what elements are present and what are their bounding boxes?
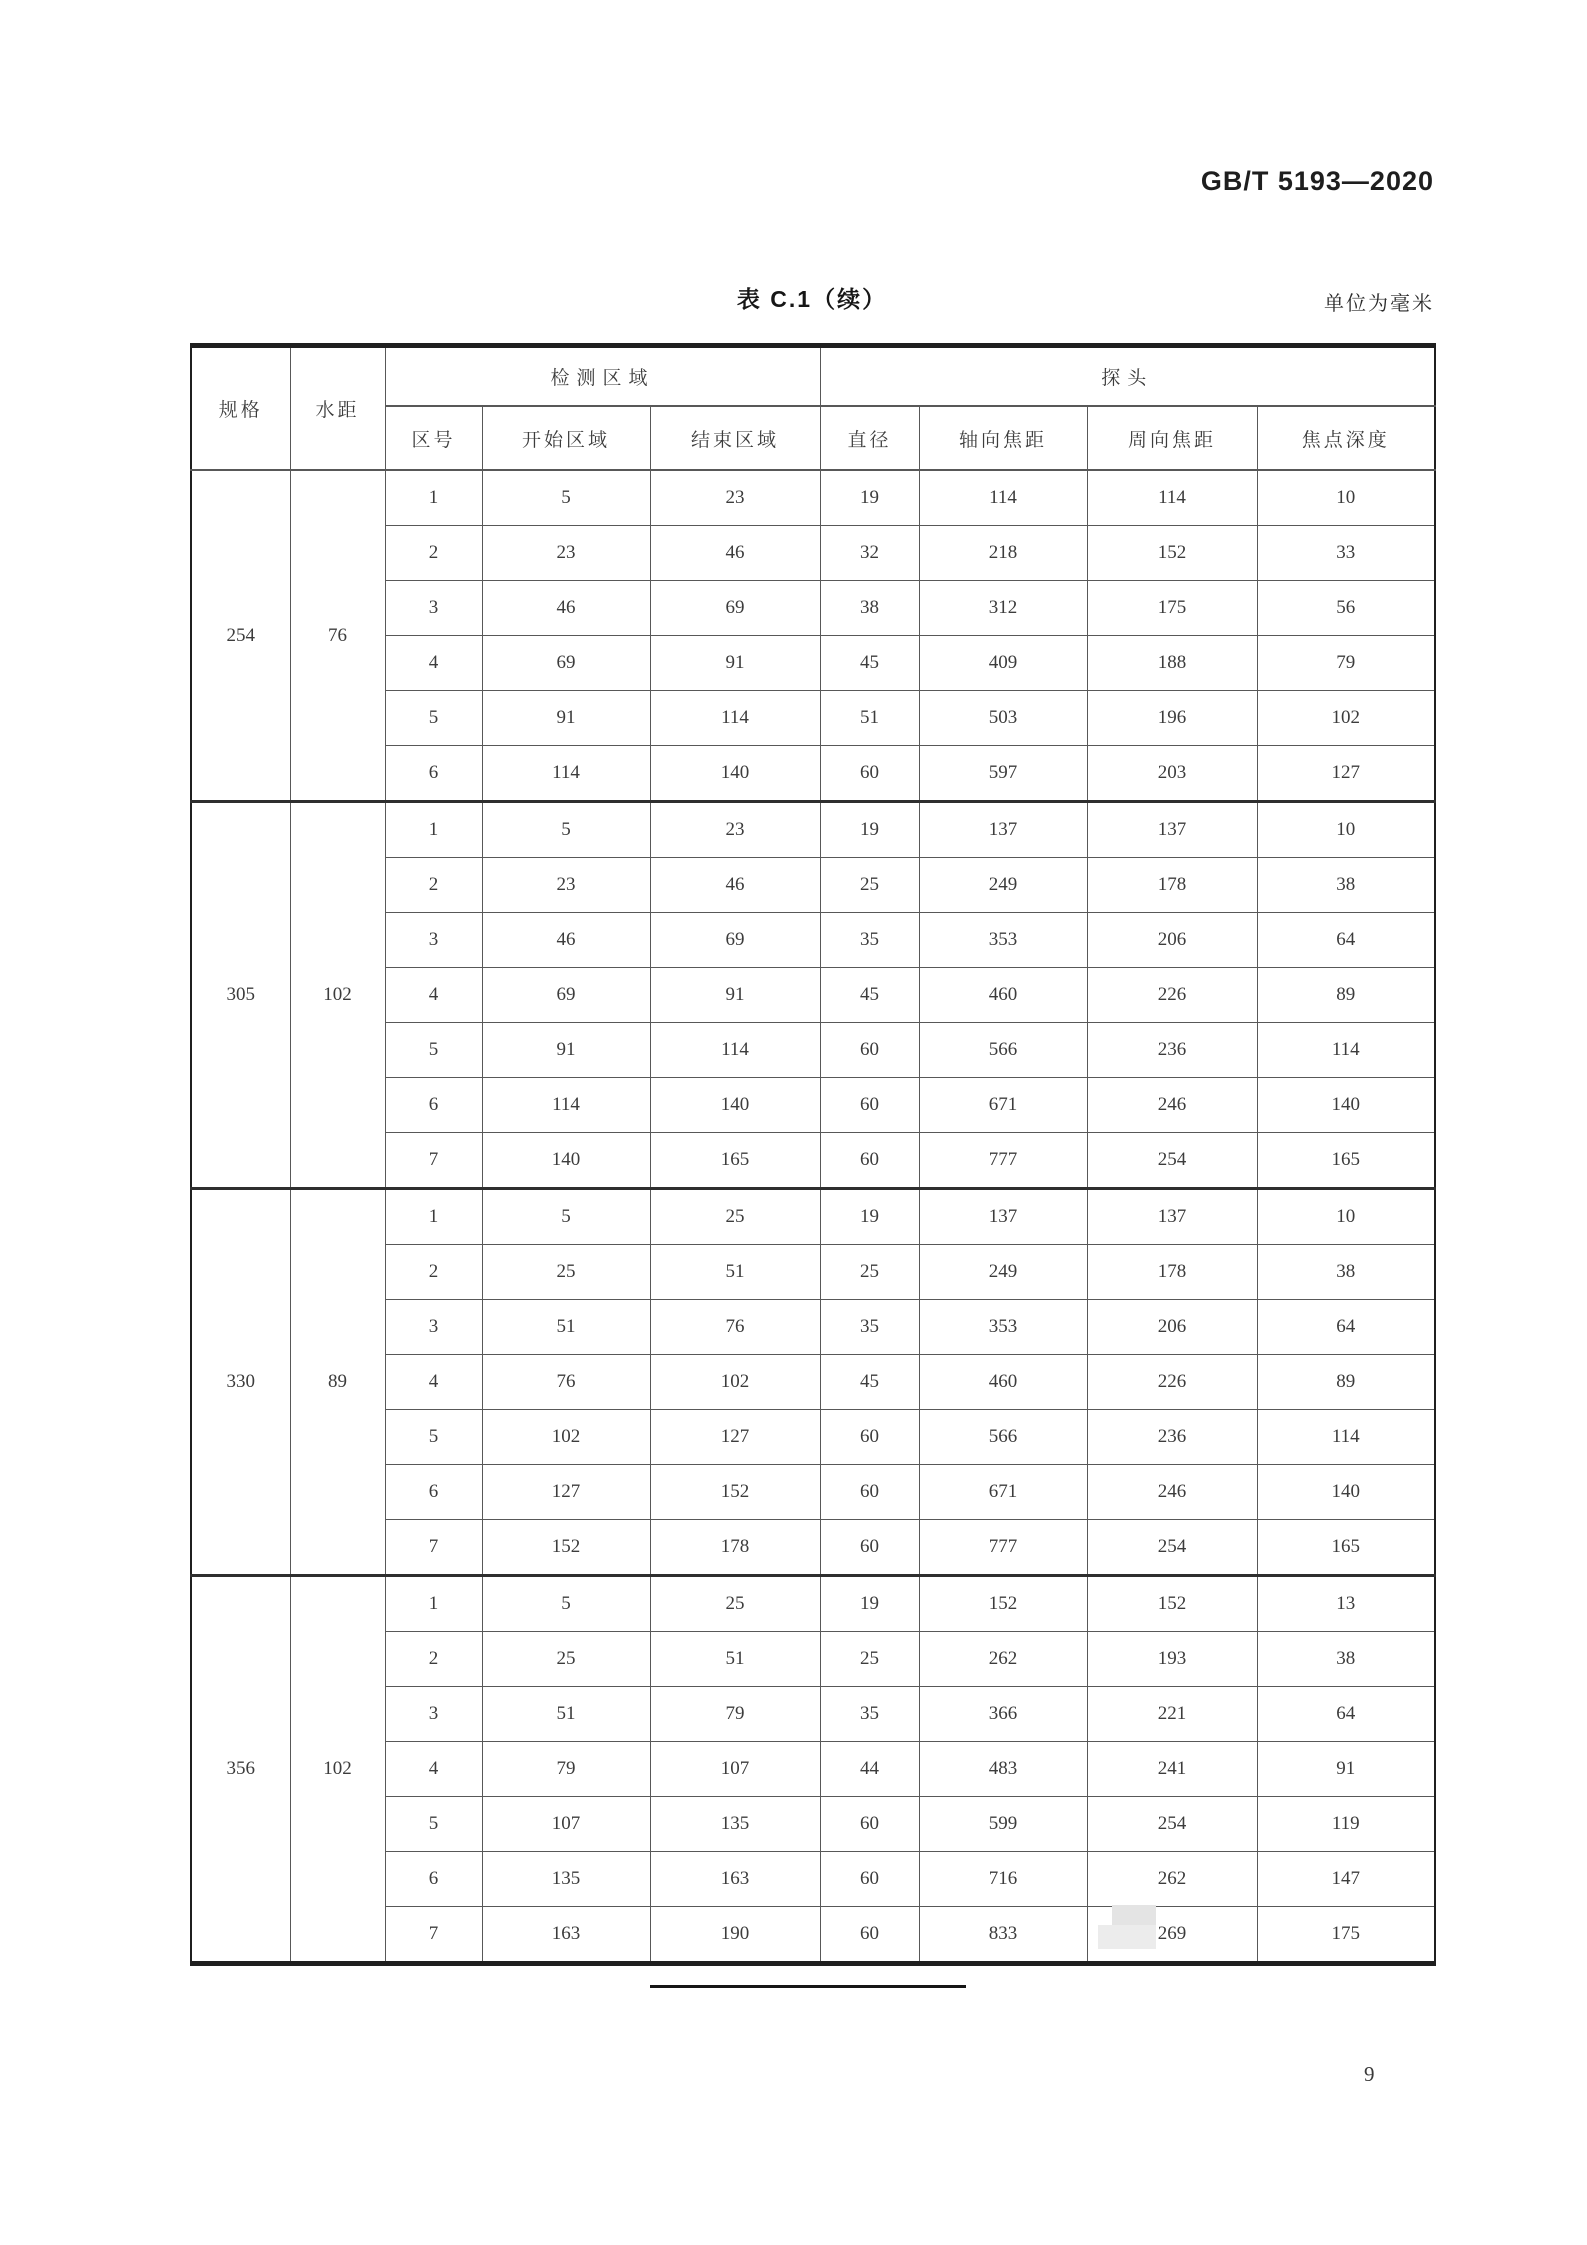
data-cell: 69 [482,968,650,1023]
data-cell: 23 [650,802,820,858]
data-cell: 127 [1257,746,1435,802]
data-cell: 671 [919,1078,1087,1133]
data-cell: 6 [385,1078,482,1133]
data-cell: 89 [1257,1355,1435,1410]
data-cell: 79 [650,1687,820,1742]
data-cell: 114 [919,470,1087,526]
data-cell: 254 [1087,1797,1257,1852]
data-cell: 5 [482,1576,650,1632]
data-cell: 206 [1087,1300,1257,1355]
data-cell: 79 [482,1742,650,1797]
data-cell: 178 [1087,1245,1257,1300]
data-cell: 366 [919,1687,1087,1742]
data-cell: 76 [650,1300,820,1355]
data-cell: 312 [919,581,1087,636]
data-cell: 38 [1257,1245,1435,1300]
data-cell: 51 [482,1687,650,1742]
data-cell: 102 [650,1355,820,1410]
data-cell: 777 [919,1520,1087,1576]
header-focal-depth: 焦点深度 [1257,406,1435,470]
data-cell: 60 [820,1023,919,1078]
table-row [191,1576,1435,1632]
standard-code: GB/T 5193—2020 [1200,166,1434,196]
data-cell: 7 [385,1520,482,1576]
data-cell: 51 [820,691,919,746]
data-cell: 56 [1257,581,1435,636]
data-cell: 32 [820,526,919,581]
water-distance-cell: 76 [290,470,385,802]
data-cell: 460 [919,968,1087,1023]
smudge-block-top [1112,1905,1156,1925]
header-start-area: 开始区域 [482,406,650,470]
data-cell: 460 [919,1355,1087,1410]
data-cell: 137 [1087,802,1257,858]
data-cell: 114 [1257,1410,1435,1465]
data-cell: 483 [919,1742,1087,1797]
data-cell: 25 [482,1632,650,1687]
scan-smudge [1098,1903,1162,1953]
data-cell: 3 [385,1300,482,1355]
header-water-distance: 水距 [290,346,385,471]
data-cell: 60 [820,1907,919,1964]
header-end-area: 结束区域 [650,406,820,470]
data-cell: 5 [482,1189,650,1245]
data-cell: 46 [482,913,650,968]
data-cell: 91 [1257,1742,1435,1797]
header-row-major [191,346,1435,407]
data-cell: 114 [1087,470,1257,526]
data-cell: 175 [1257,1907,1435,1964]
data-cell: 4 [385,1355,482,1410]
data-cell: 35 [820,1300,919,1355]
data-cell: 241 [1087,1742,1257,1797]
data-cell: 206 [1087,913,1257,968]
data-cell: 165 [1257,1520,1435,1576]
data-cell: 218 [919,526,1087,581]
data-cell: 353 [919,913,1087,968]
data-cell: 64 [1257,913,1435,968]
data-cell: 6 [385,1852,482,1907]
data-cell: 45 [820,968,919,1023]
data-cell: 35 [820,913,919,968]
table-container [190,343,1436,1966]
data-cell: 7 [385,1133,482,1189]
data-cell: 102 [1257,691,1435,746]
data-cell: 60 [820,1078,919,1133]
data-cell: 254 [1087,1520,1257,1576]
data-cell: 60 [820,1410,919,1465]
data-cell: 23 [482,526,650,581]
data-cell: 254 [1087,1133,1257,1189]
data-cell: 107 [650,1742,820,1797]
data-cell: 1 [385,1576,482,1632]
data-cell: 503 [919,691,1087,746]
data-cell: 175 [1087,581,1257,636]
data-cell: 193 [1087,1632,1257,1687]
data-cell: 10 [1257,470,1435,526]
data-cell: 1 [385,470,482,526]
data-cell: 38 [1257,858,1435,913]
data-cell: 3 [385,581,482,636]
data-cell: 114 [1257,1023,1435,1078]
data-cell: 19 [820,1576,919,1632]
data-cell: 5 [482,802,650,858]
data-cell: 135 [650,1797,820,1852]
data-cell: 2 [385,1245,482,1300]
data-cell: 566 [919,1410,1087,1465]
data-cell: 6 [385,1465,482,1520]
data-cell: 25 [482,1245,650,1300]
data-cell: 114 [650,1023,820,1078]
unit-note: 单位为毫米 [1324,293,1434,315]
data-cell: 1 [385,1189,482,1245]
data-cell: 51 [482,1300,650,1355]
data-cell: 4 [385,968,482,1023]
data-cell: 5 [482,470,650,526]
header-zone-number: 区号 [385,406,482,470]
data-cell: 140 [1257,1465,1435,1520]
data-cell: 190 [650,1907,820,1964]
data-cell: 597 [919,746,1087,802]
table-title: 表 C.1（续） [736,286,888,312]
data-cell: 69 [650,581,820,636]
data-cell: 60 [820,1465,919,1520]
data-cell: 5 [385,1410,482,1465]
data-cell: 226 [1087,1355,1257,1410]
data-cell: 178 [1087,858,1257,913]
data-cell: 102 [482,1410,650,1465]
data-cell: 60 [820,1797,919,1852]
spec-cell: 356 [191,1576,290,1964]
data-cell: 4 [385,636,482,691]
page-number: 9 [1364,2062,1375,2086]
data-cell: 262 [1087,1852,1257,1907]
data-cell: 269 [1087,1907,1257,1964]
data-cell: 2 [385,858,482,913]
data-cell: 45 [820,636,919,691]
data-cell: 91 [482,1023,650,1078]
data-cell: 3 [385,913,482,968]
data-cell: 46 [650,858,820,913]
smudge-block-bottom [1098,1925,1156,1949]
data-cell: 599 [919,1797,1087,1852]
data-cell: 152 [1087,1576,1257,1632]
data-cell: 152 [650,1465,820,1520]
data-cell: 137 [919,802,1087,858]
data-cell: 165 [650,1133,820,1189]
data-cell: 165 [1257,1133,1435,1189]
data-cell: 249 [919,1245,1087,1300]
data-cell: 152 [919,1576,1087,1632]
data-cell: 64 [1257,1300,1435,1355]
data-cell: 91 [650,636,820,691]
data-cell: 246 [1087,1465,1257,1520]
data-cell: 246 [1087,1078,1257,1133]
header-circumferential-focal: 周向焦距 [1087,406,1257,470]
data-cell: 1 [385,802,482,858]
header-probe: 探头 [820,346,1435,407]
table-row [191,1189,1435,1245]
data-cell: 671 [919,1465,1087,1520]
data-cell: 3 [385,1687,482,1742]
data-cell: 64 [1257,1687,1435,1742]
data-cell: 89 [1257,968,1435,1023]
spec-cell: 305 [191,802,290,1189]
data-cell: 2 [385,526,482,581]
data-cell: 5 [385,1797,482,1852]
data-cell: 127 [650,1410,820,1465]
table-row [191,802,1435,858]
data-cell: 25 [820,858,919,913]
data-cell: 833 [919,1907,1087,1964]
data-cell: 716 [919,1852,1087,1907]
data-cell: 137 [919,1189,1087,1245]
data-cell: 19 [820,802,919,858]
data-cell: 91 [650,968,820,1023]
data-cell: 7 [385,1907,482,1964]
table-body [191,470,1435,1964]
data-cell: 127 [482,1465,650,1520]
data-cell: 60 [820,1520,919,1576]
data-cell: 46 [650,526,820,581]
data-cell: 178 [650,1520,820,1576]
data-cell: 152 [1087,526,1257,581]
data-cell: 777 [919,1133,1087,1189]
data-cell: 38 [820,581,919,636]
data-cell: 6 [385,746,482,802]
data-cell: 147 [1257,1852,1435,1907]
data-cell: 221 [1087,1687,1257,1742]
data-cell: 19 [820,1189,919,1245]
data-cell: 23 [650,470,820,526]
spec-cell: 254 [191,470,290,802]
data-cell: 353 [919,1300,1087,1355]
header-spec: 规格 [191,346,290,471]
data-cell: 236 [1087,1023,1257,1078]
data-cell: 25 [650,1189,820,1245]
data-cell: 163 [482,1907,650,1964]
data-cell: 114 [650,691,820,746]
data-cell: 114 [482,746,650,802]
table-row [191,470,1435,526]
data-cell: 140 [650,746,820,802]
data-cell: 51 [650,1632,820,1687]
data-cell: 4 [385,1742,482,1797]
data-cell: 46 [482,581,650,636]
data-cell: 249 [919,858,1087,913]
data-cell: 135 [482,1852,650,1907]
data-cell: 10 [1257,802,1435,858]
data-cell: 38 [1257,1632,1435,1687]
header-diameter: 直径 [820,406,919,470]
data-cell: 5 [385,691,482,746]
data-cell: 35 [820,1687,919,1742]
data-cell: 51 [650,1245,820,1300]
data-cell: 79 [1257,636,1435,691]
data-cell: 23 [482,858,650,913]
data-cell: 119 [1257,1797,1435,1852]
data-cell: 10 [1257,1189,1435,1245]
water-distance-cell: 89 [290,1189,385,1576]
data-cell: 25 [820,1632,919,1687]
data-cell: 137 [1087,1189,1257,1245]
spec-table [190,343,1436,1966]
data-cell: 33 [1257,526,1435,581]
data-cell: 107 [482,1797,650,1852]
data-cell: 114 [482,1078,650,1133]
header-axial-focal: 轴向焦距 [919,406,1087,470]
water-distance-cell: 102 [290,802,385,1189]
data-cell: 409 [919,636,1087,691]
data-cell: 196 [1087,691,1257,746]
data-cell: 236 [1087,1410,1257,1465]
data-cell: 566 [919,1023,1087,1078]
data-cell: 69 [482,636,650,691]
data-cell: 60 [820,1852,919,1907]
data-cell: 25 [820,1245,919,1300]
data-cell: 262 [919,1632,1087,1687]
spec-cell: 330 [191,1189,290,1576]
end-of-text-rule [650,1985,966,1988]
table-header [191,346,1435,471]
data-cell: 140 [1257,1078,1435,1133]
data-cell: 25 [650,1576,820,1632]
data-cell: 163 [650,1852,820,1907]
data-cell: 13 [1257,1576,1435,1632]
data-cell: 5 [385,1023,482,1078]
header-detection-area: 检测区域 [385,346,820,407]
data-cell: 60 [820,746,919,802]
data-cell: 69 [650,913,820,968]
data-cell: 203 [1087,746,1257,802]
data-cell: 44 [820,1742,919,1797]
data-cell: 140 [482,1133,650,1189]
data-cell: 152 [482,1520,650,1576]
data-cell: 188 [1087,636,1257,691]
data-cell: 45 [820,1355,919,1410]
data-cell: 91 [482,691,650,746]
data-cell: 226 [1087,968,1257,1023]
data-cell: 19 [820,470,919,526]
data-cell: 76 [482,1355,650,1410]
water-distance-cell: 102 [290,1576,385,1964]
data-cell: 2 [385,1632,482,1687]
data-cell: 60 [820,1133,919,1189]
data-cell: 140 [650,1078,820,1133]
